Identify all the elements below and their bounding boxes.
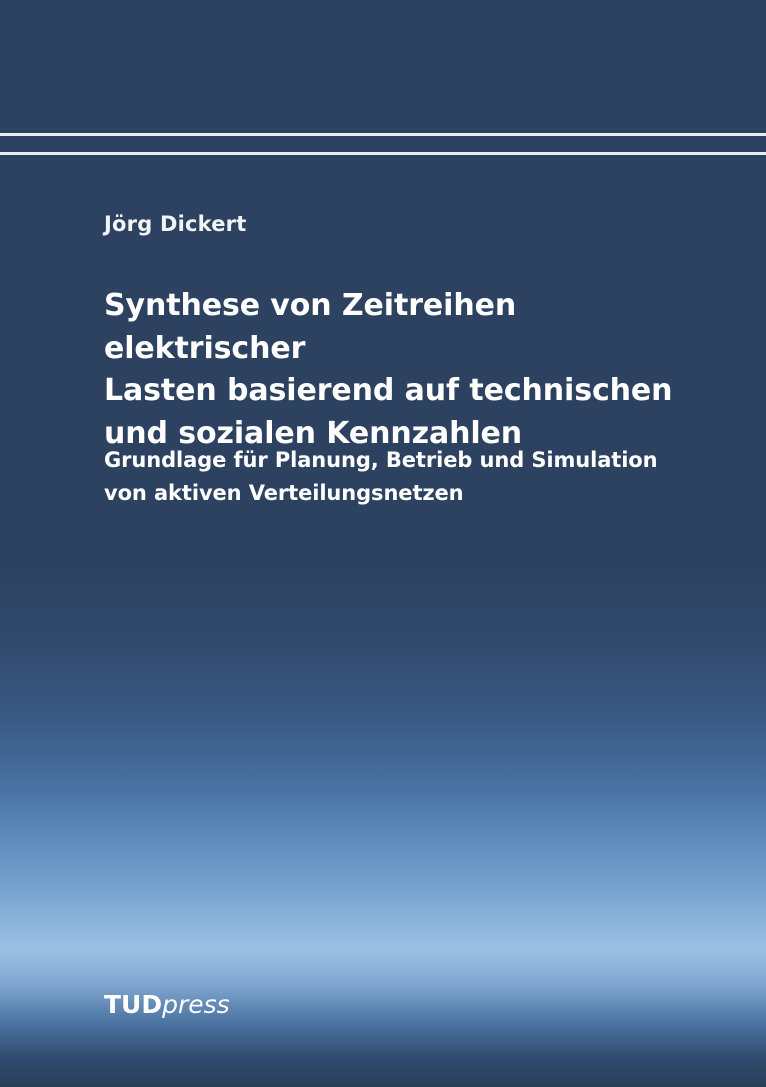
book-title bbox=[104, 285, 724, 455]
title-line: und sozialen Kennzahlen bbox=[104, 415, 523, 451]
publisher-name-bold: TUD bbox=[104, 990, 163, 1019]
title-line: Lasten basierend auf technischen bbox=[104, 373, 673, 409]
top-rule-lower bbox=[0, 152, 766, 155]
publisher-logo bbox=[104, 992, 230, 1017]
publisher-name-italic: press bbox=[162, 990, 230, 1019]
top-rule-upper bbox=[0, 133, 766, 136]
title-line: Synthese von Zeitreihen elektrischer bbox=[104, 288, 517, 366]
book-subtitle bbox=[104, 444, 724, 509]
author-name: Jörg Dickert bbox=[104, 212, 247, 236]
subtitle-line: von aktiven Verteilungsnetzen bbox=[104, 480, 464, 505]
subtitle-line: Grundlage für Planung, Betrieb und Simulation bbox=[104, 448, 658, 472]
